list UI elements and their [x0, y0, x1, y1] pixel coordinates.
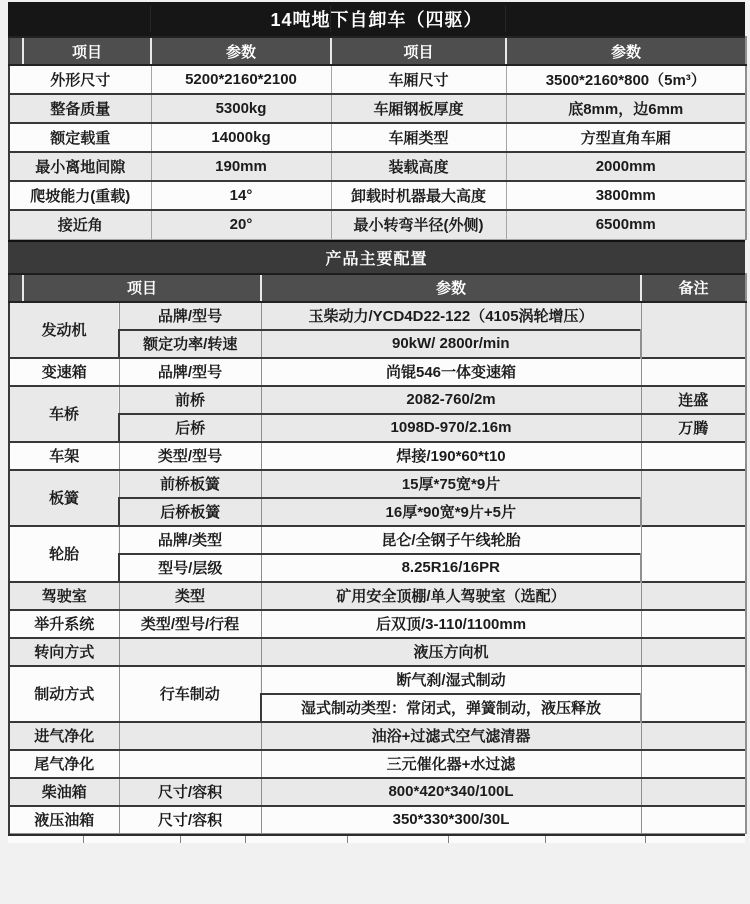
spec-header-item-right: 项目	[331, 37, 506, 65]
config-remark-cell	[641, 582, 746, 610]
spec-item-label: 车厢类型	[331, 123, 506, 152]
config-remark-cell	[641, 526, 746, 582]
config-sub-cell: 行车制动	[119, 666, 261, 722]
spec-item-label: 装载高度	[331, 152, 506, 181]
cutoff-row-divider	[180, 836, 181, 843]
config-row	[9, 750, 746, 778]
section-title-text: 产品主要配置	[325, 250, 428, 268]
config-remark-cell	[641, 750, 746, 778]
config-sub-cell: 类型/型号	[119, 442, 261, 470]
section-title-bar	[8, 240, 745, 273]
config-category-cell: 制动方式	[9, 666, 119, 722]
spec-item-label: 卸载时机器最大高度	[331, 181, 506, 210]
config-row	[9, 442, 746, 470]
config-category-cell: 转向方式	[9, 638, 119, 666]
config-category-cell: 驾驶室	[9, 582, 119, 610]
config-param-cell: 液压方向机	[261, 638, 641, 666]
config-header-row	[9, 274, 746, 302]
config-param-cell: 90kW/ 2800r/min	[261, 330, 641, 358]
config-remark-cell	[641, 442, 746, 470]
cutoff-row	[8, 834, 745, 843]
config-row	[9, 666, 746, 694]
config-remark-cell	[641, 610, 746, 638]
config-sub-cell: 类型	[119, 582, 261, 610]
spec-header-item-left: 项目	[23, 37, 151, 65]
config-sub-cell: 品牌/型号	[119, 358, 261, 386]
spec-item-label: 整备质量	[9, 94, 151, 123]
config-remark-cell	[641, 778, 746, 806]
config-category-cell: 液压油箱	[9, 806, 119, 834]
config-sub-cell: 前桥	[119, 386, 261, 414]
config-param-cell: 油浴+过滤式空气滤清器	[261, 722, 641, 750]
spec-item-label: 车厢钢板厚度	[331, 94, 506, 123]
config-remark-cell	[641, 638, 746, 666]
spec-row	[9, 210, 746, 239]
cutoff-row-divider	[347, 836, 348, 843]
config-category-cell: 进气净化	[9, 722, 119, 750]
config-category-cell: 尾气净化	[9, 750, 119, 778]
spec-row	[9, 65, 746, 94]
config-category-cell: 柴油箱	[9, 778, 119, 806]
cutoff-row-divider	[83, 836, 84, 843]
config-sub-cell: 尺寸/容积	[119, 806, 261, 834]
config-param-cell: 焊接/190*60*t10	[261, 442, 641, 470]
page-title-text: 14吨地下自卸车（四驱）	[270, 10, 483, 30]
config-row	[9, 302, 746, 330]
config-header-remark: 备注	[641, 274, 746, 302]
config-param-cell: 昆仑/全钢子午线轮胎	[261, 526, 641, 554]
config-sub-cell: 后桥板簧	[119, 498, 261, 526]
spec-item-value: 14°	[151, 181, 331, 210]
spec-item-label: 最小离地间隙	[9, 152, 151, 181]
title-grid-line	[150, 6, 151, 32]
config-param-cell: 8.25R16/16PR	[261, 554, 641, 582]
spec-item-value: 方型直角车厢	[506, 123, 746, 152]
config-sub-cell	[119, 750, 261, 778]
config-row	[9, 582, 746, 610]
config-category-cell: 举升系统	[9, 610, 119, 638]
config-param-cell: 15厚*75宽*9片	[261, 470, 641, 498]
spec-header-value-left: 参数	[151, 37, 331, 65]
spec-item-value: 190mm	[151, 152, 331, 181]
config-remark-cell: 万腾	[641, 414, 746, 442]
spec-row	[9, 152, 746, 181]
config-remark-cell	[641, 666, 746, 722]
spec-item-value: 5300kg	[151, 94, 331, 123]
config-param-cell: 断气刹/湿式制动	[261, 666, 641, 694]
spec-header-value-right: 参数	[506, 37, 746, 65]
config-param-cell: 后双顶/3-110/1100mm	[261, 610, 641, 638]
cutoff-row-divider	[448, 836, 449, 843]
config-header-param: 参数	[261, 274, 641, 302]
config-remark-cell	[641, 722, 746, 750]
spec-item-label: 额定载重	[9, 123, 151, 152]
spec-item-value: 2000mm	[506, 152, 746, 181]
spec-row	[9, 94, 746, 123]
config-remark-cell: 连盛	[641, 386, 746, 414]
spec-item-value: 20°	[151, 210, 331, 239]
cutoff-row-divider	[645, 836, 646, 843]
config-row	[9, 358, 746, 386]
spec-item-label: 车厢尺寸	[331, 65, 506, 94]
config-remark-cell	[641, 470, 746, 526]
config-row	[9, 554, 746, 582]
spec-table	[8, 36, 747, 240]
spec-item-label: 接近角	[9, 210, 151, 239]
spec-header-row	[9, 37, 746, 65]
spec-item-label: 外形尺寸	[9, 65, 151, 94]
spec-item-value: 3500*2160*800（5m³）	[506, 65, 746, 94]
spec-item-value: 3800mm	[506, 181, 746, 210]
config-param-cell: 16厚*90宽*9片+5片	[261, 498, 641, 526]
config-sub-cell: 型号/层级	[119, 554, 261, 582]
config-sub-cell	[119, 638, 261, 666]
spec-item-value: 6500mm	[506, 210, 746, 239]
spec-item-value: 底8mm，边6mm	[506, 94, 746, 123]
config-row	[9, 414, 746, 442]
config-param-cell: 350*330*300/30L	[261, 806, 641, 834]
config-row	[9, 330, 746, 358]
config-row	[9, 722, 746, 750]
spec-row	[9, 181, 746, 210]
config-row	[9, 386, 746, 414]
cutoff-row-divider	[545, 836, 546, 843]
config-row	[9, 610, 746, 638]
config-param-cell: 2082-760/2m	[261, 386, 641, 414]
config-row	[9, 526, 746, 554]
config-sub-cell	[119, 722, 261, 750]
config-row	[9, 806, 746, 834]
config-category-cell: 板簧	[9, 470, 119, 526]
title-grid-line	[505, 6, 506, 32]
config-param-cell: 湿式制动类型：常闭式，弹簧制动，液压释放	[261, 694, 641, 722]
config-category-cell: 车桥	[9, 386, 119, 442]
config-param-cell: 三元催化器+水过滤	[261, 750, 641, 778]
config-remark-cell	[641, 358, 746, 386]
config-header-item: 项目	[23, 274, 261, 302]
config-remark-cell	[641, 302, 746, 358]
config-row	[9, 778, 746, 806]
config-remark-cell	[641, 806, 746, 834]
cutoff-row-divider	[245, 836, 246, 843]
spec-item-value: 5200*2160*2100	[151, 65, 331, 94]
config-row	[9, 498, 746, 526]
spec-item-value: 14000kg	[151, 123, 331, 152]
config-sub-cell: 额定功率/转速	[119, 330, 261, 358]
config-sub-cell: 前桥板簧	[119, 470, 261, 498]
config-param-cell: 玉柴动力/YCD4D22-122（4105涡轮增压）	[261, 302, 641, 330]
spec-header-spacer	[9, 37, 23, 65]
config-param-cell: 尚锟546一体变速箱	[261, 358, 641, 386]
config-header-spacer	[9, 274, 23, 302]
config-table	[8, 273, 747, 835]
config-row	[9, 470, 746, 498]
title-grid-line	[330, 6, 331, 32]
config-row	[9, 638, 746, 666]
spec-item-label: 最小转弯半径(外侧)	[331, 210, 506, 239]
config-sub-cell: 品牌/类型	[119, 526, 261, 554]
config-param-cell: 1098D-970/2.16m	[261, 414, 641, 442]
config-param-cell: 800*420*340/100L	[261, 778, 641, 806]
spec-row	[9, 123, 746, 152]
config-sub-cell: 尺寸/容积	[119, 778, 261, 806]
config-sub-cell: 类型/型号/行程	[119, 610, 261, 638]
config-category-cell: 车架	[9, 442, 119, 470]
config-sub-cell: 后桥	[119, 414, 261, 442]
config-category-cell: 轮胎	[9, 526, 119, 582]
spec-item-label: 爬坡能力(重载)	[9, 181, 151, 210]
config-param-cell: 矿用安全顶棚/单人驾驶室（选配）	[261, 582, 641, 610]
config-sub-cell: 品牌/型号	[119, 302, 261, 330]
config-category-cell: 变速箱	[9, 358, 119, 386]
config-category-cell: 发动机	[9, 302, 119, 358]
page-title	[8, 2, 745, 36]
